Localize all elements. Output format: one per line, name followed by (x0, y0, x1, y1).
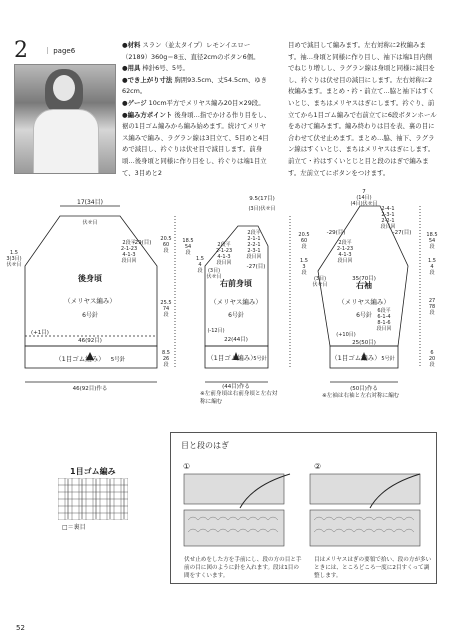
rib-legend: □＝裏目 (62, 524, 86, 531)
front-dim-7: 伏せ目 (206, 274, 222, 280)
tools-label: ●用具 (122, 64, 141, 73)
points-label: ●編み方ポイント (122, 110, 173, 119)
back-top-count: 46(92目) (78, 338, 102, 344)
sleeve-dim-7: 伏せ目 (312, 282, 328, 288)
front-dim-5: 段 (197, 268, 203, 274)
sleeve-stitch: （メリヤス編み） (338, 298, 390, 306)
sleeve-bottom: (50目)作る (350, 386, 378, 392)
instructions-left (122, 40, 272, 179)
back-rag-1: 2-1-23 (120, 246, 138, 252)
front-needle: 6号針 (228, 312, 244, 319)
back-title: 後身頃 (78, 274, 102, 283)
back-rib: （1目ゴム編み） (55, 355, 105, 363)
sleeve-inc-note: (+10目) (336, 332, 356, 338)
gauge-label: ●ゲージ (122, 98, 147, 107)
sleeve-dim-16: 段 (429, 310, 435, 316)
sleeve-dim-0: 20.5 (298, 232, 310, 238)
sleeve-dim-3: 1.5 (300, 258, 308, 264)
back-rag-2: 4-1-3 (122, 252, 136, 258)
sleeve-dim-15: 78 (428, 304, 436, 310)
back-rib-needle: 5号針 (110, 357, 126, 363)
back-dim-0: 1.5 (10, 250, 18, 256)
sleeve-topdec-0: 2-4-1 (381, 206, 395, 212)
back-stitch: （メリヤス編み） (64, 297, 116, 305)
sleeve-dim-13: 段 (429, 270, 435, 276)
sleeve-dim-1: 60 (300, 238, 308, 244)
sleeve-rag-count: -29(目) (326, 230, 346, 236)
rib-chart (58, 478, 128, 520)
schematic-diagrams (0, 186, 452, 416)
sleeve-dim-6: (3目) (313, 276, 327, 282)
front-rag-2: 4-1-3 (217, 254, 231, 260)
sleeve-rag-1: 2-1-23 (336, 246, 354, 252)
back-dim-2: 伏せ目 (6, 262, 22, 268)
front-side: (-12目) (207, 328, 225, 334)
front-rag-0: 2段平 (217, 242, 231, 248)
sleeve-cuff: 25(50目) (352, 340, 376, 346)
front-dim-3: 1.5 (196, 256, 204, 262)
sleeve-top: 7 (362, 189, 366, 195)
sleeve-dim-5: 段 (301, 270, 307, 276)
seaming-illustration (180, 470, 430, 550)
sleeve-dim-17: 6 (430, 350, 434, 356)
sleeve-inc-0: 6段平 (377, 308, 391, 314)
sleeve-dim-9: 54 (428, 238, 436, 244)
gauge-text: 10cm平方でメリヤス編み20目×29段。 (148, 98, 265, 107)
sleeve-needle: 6号針 (356, 312, 372, 319)
points-text: 後身頃…指でかける作り目をし、裾の1目ゴム編みから編み始めます。続けてメリヤス編みで編み、ラグラン線は3目立て、5目めと4目めで減目し、衿ぐりは伏せ目で減目します。前身頃…後身頃と同様に作り目をし、衿ぐりは端1目立て、3目めと2 (122, 110, 271, 177)
sleeve-inc-1: 6-1-4 (377, 314, 391, 320)
sleeve-dim-14: 27 (428, 298, 436, 304)
front-dim-6: (3目) (207, 268, 221, 274)
back-rag-0: 2段平 (122, 240, 136, 246)
sleeve-rag-3: 段目回 (337, 258, 353, 264)
sleeve-dim-18: 20 (428, 356, 436, 362)
back-dim-3: 20.5 (160, 236, 172, 242)
sleeve-title: 右袖 (356, 281, 372, 290)
size-label: ●でき上がり寸法 (122, 75, 173, 84)
materials-label: ●材料 (122, 41, 141, 49)
sleeve-dim-2: 段 (301, 244, 307, 250)
front-dim-2: 段 (185, 250, 191, 256)
sleeve-dim-10: 段 (429, 244, 435, 250)
sleeve-rag-2: 4-1-3 (338, 252, 352, 258)
inset-title: 目と段のはぎ (181, 441, 229, 450)
front-dim-4: 4 (198, 262, 202, 268)
sleeve-topdec-1: 2-3-1 (381, 212, 395, 218)
instructions-right-text: 目めで減目して編みます。左右対称に2枚編みます。袖…身頃と同様に作り目し、袖下は端1目内側でねじり増しし、ラグラン線は身頃と同様に減目をし、衿ぐりは伏せ目の減目にします。左右対称に2枚編みます。まとめ・衿・前立て…脇と袖下はすくいとじ、まちはメリヤスはぎにします。衿ぐり、前立てから1目ゴム編みで右前立てに6段ボタンホールをあけて編みます。編み終わりは目を表、裏の目に合わせて伏せ止めます。まとめ…脇、袖下、ラグラン線はすくいとじ、まちはメリヤスはぎにします。前立て・衿はすくいとじと目と段のはぎで編みます。左前立てにボタンをつけます。 (288, 41, 437, 177)
sleeve-rag-0: 2段平 (338, 240, 352, 246)
inset-step2: ② (314, 462, 322, 471)
front-title: 右前身頃 (220, 279, 252, 288)
size-text: 胸囲93.5cm、丈54.5cm、ゆき62cm。 (122, 75, 268, 96)
sleeve-dim-4: 3 (302, 264, 306, 270)
back-dim-6: 25.5 (160, 300, 172, 306)
sleeve-dim-19: 段 (429, 362, 435, 368)
sleeve-rib: （1目ゴム編み） (331, 354, 381, 362)
materials-text: スラン（並太タイプ）レモンイエロー（2189）360g＝8玉、直径2cmのボタン6個。 (122, 41, 260, 61)
back-dim-4: 60 (162, 242, 170, 248)
front-rib: （1目ゴム編み） (207, 354, 257, 362)
back-dim-11: 段 (163, 362, 169, 368)
sleeve-top-count: (14目) (356, 195, 372, 201)
front-neck2: (3目)伏せ目 (248, 206, 276, 212)
back-rag-3: 段目回 (121, 258, 137, 264)
front-neckdec-4: 段目回 (246, 254, 262, 260)
rib-title: 1目ゴム編み (70, 467, 116, 476)
inset-step1: ① (183, 462, 191, 471)
front-neck: 9.5(17目) (249, 196, 275, 202)
back-rag-count: -29(目) (132, 240, 152, 246)
front-bottom: (44目)作る (222, 384, 250, 390)
front-rag-count: -27(目) (246, 264, 266, 270)
front-rib-needle: 5号針 (253, 356, 267, 362)
sleeve-width: 35(70目) (352, 276, 376, 282)
back-dim-8: 段 (163, 312, 169, 318)
front-note: ※左前身頃は右前身頃と左右対称に編む (200, 391, 278, 405)
front-count: 22(44目) (224, 337, 248, 343)
instructions-right (288, 40, 438, 179)
sleeve-topdec-2: 2-2-1 (381, 218, 395, 224)
back-dim-5: 段 (163, 248, 169, 254)
page-reference: ｜ page6 (44, 47, 76, 55)
sleeve-rib-needle: 5号針 (381, 356, 395, 362)
sleeve-dim-11: 1.5 (428, 258, 436, 264)
sleeve-inc-3: 段目回 (376, 326, 392, 332)
back-dim-7: 74 (162, 306, 170, 312)
inset-caption2: 目はメリヤスはぎの要領で拾い、段の方が多いときには、ところどころ一度に2目すくって調整します。 (314, 557, 432, 579)
back-needle: 6号針 (82, 312, 98, 319)
back-bottom-count: 46(92目)作る (72, 386, 108, 392)
front-stitch: （メリヤス編み） (210, 298, 262, 306)
sleeve-note: ※左袖は右袖と左右対称に編む (322, 393, 400, 399)
tools-text: 棒針6号、5号。 (142, 64, 189, 73)
sleeve-topdec-3: 段目回 (380, 224, 396, 230)
sleeve-rag-count2: -27(目) (392, 230, 412, 236)
back-inc: (+1目) (31, 330, 49, 336)
front-neckdec-0: 2段平 (247, 230, 261, 236)
sleeve-top-note: (4目)伏せ目 (350, 201, 378, 207)
sleeve-inc-2: 8-1-6 (377, 320, 391, 326)
front-neckdec-3: 2-3-1 (247, 248, 261, 254)
front-dim-1: 54 (184, 244, 192, 250)
back-dim-9: 8.5 (162, 350, 170, 356)
back-dim-10: 26 (162, 356, 170, 362)
back-dim-1: 3(3目) (6, 256, 22, 262)
front-dim-0: 18.5 (182, 238, 194, 244)
front-neckdec-1: 2-1-1 (247, 236, 261, 242)
sleeve-dim-12: 4 (430, 264, 434, 270)
inset-caption1: 伏せ止めをした方を手前にし、段の方の目と手前の目に図のように針を入れます。段は1目の間をすくいます。 (184, 557, 302, 579)
back-neck-width: 17(34目) (77, 199, 103, 206)
front-rag-1: 2-1-23 (215, 248, 233, 254)
front-neckdec-2: 2-2-1 (247, 242, 261, 248)
page-number: 52 (16, 624, 25, 632)
front-rag-3: 段目回 (216, 260, 232, 266)
sleeve-dim-8: 18.5 (426, 232, 438, 238)
back-neck-note: 伏せ目 (82, 220, 98, 226)
page-reference-text: page6 (53, 47, 76, 55)
pattern-number: 2 (14, 38, 28, 63)
model-photo (14, 64, 116, 174)
